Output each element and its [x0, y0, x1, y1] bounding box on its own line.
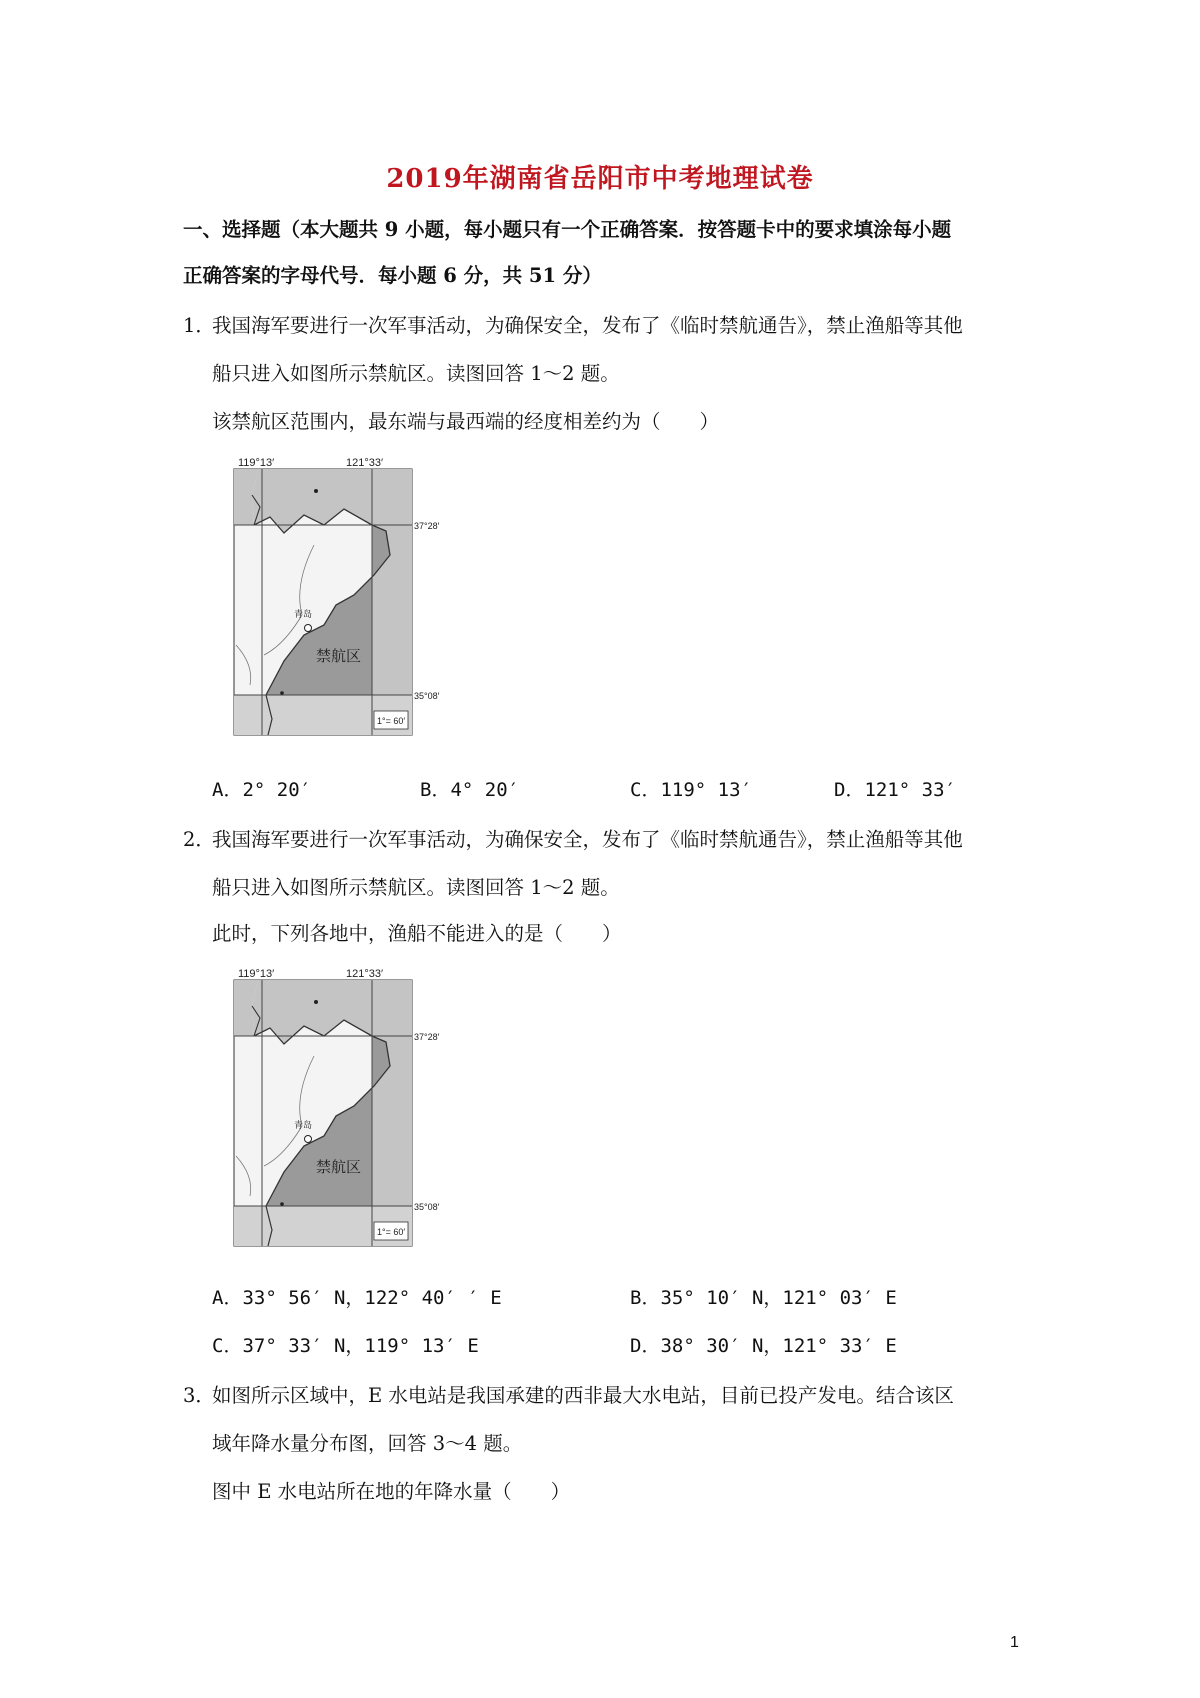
question-3-number: 3． [183, 1384, 215, 1407]
map2-scale-label: 1°= 60′ [377, 1227, 406, 1237]
question-3-text-line1: 如图所示区域中，E 水电站是我国承建的西非最大水电站，目前已投产发电。结合该区 [212, 1384, 954, 1407]
map2-lon-west-label: 119°13′ [238, 968, 275, 980]
question-2-option-d: D．38° 30′ N，121° 33′ E [630, 1335, 897, 1357]
page-number: 1 [1010, 1634, 1019, 1651]
question-2-option-c: C．37° 33′ N，119° 13′ E [212, 1335, 479, 1357]
question-1-option-c: C．119° 13′ [630, 779, 752, 801]
page-title: 2019年湖南省岳阳市中考地理试卷 [386, 164, 814, 194]
question-1-number: 1． [183, 314, 215, 337]
question-1-option-d: D．121° 33′ [834, 779, 956, 801]
question-2-text-line1: 我国海军要进行一次军事活动，为确保安全，发布了《临时禁航通告》，禁止渔船等其他 [212, 828, 963, 851]
question-2-stem: 此时，下列各地中，渔船不能进入的是（ ） [212, 922, 622, 945]
map2-zone-label: 禁航区 [316, 1158, 362, 1176]
map2-lat-north-label: 37°28′ [414, 1032, 440, 1042]
map1-lat-south-label: 35°08′ [414, 691, 440, 701]
section-heading-line2: 正确答案的字母代号．每小题 6 分，共 51 分） [183, 264, 602, 287]
question-1-text-line1: 我国海军要进行一次军事活动，为确保安全，发布了《临时禁航通告》，禁止渔船等其他 [212, 314, 963, 337]
question-1-option-b: B．4° 20′ [420, 779, 520, 801]
map2-lon-east-label: 121°33′ [346, 968, 384, 980]
question-2-text-line2: 船只进入如图所示禁航区。读图回答 1～2 题。 [212, 876, 620, 899]
map1-city-label: 青岛 [294, 609, 313, 619]
question-2-option-b: B．35° 10′ N，121° 03′ E [630, 1287, 897, 1309]
question-1-text-line2: 船只进入如图所示禁航区。读图回答 1～2 题。 [212, 362, 620, 385]
question-2-number: 2． [183, 828, 215, 851]
question-1-option-a: A．2° 20′ [212, 779, 312, 801]
question-2-option-a: A．33° 56′ N，122° 40′ ′ E [212, 1287, 502, 1309]
question-3-text-line2: 域年降水量分布图，回答 3～4 题。 [212, 1432, 523, 1455]
map1-scale-label: 1°= 60′ [377, 716, 406, 726]
map1-lon-west-label: 119°13′ [238, 457, 275, 469]
question-1-stem: 该禁航区范围内，最东端与最西端的经度相差约为（ ） [212, 410, 720, 433]
map2-lat-south-label: 35°08′ [414, 1202, 440, 1212]
question-3-stem: 图中 E 水电站所在地的年降水量（ ） [212, 1480, 571, 1503]
section-heading-line1: 一、选择题（本大题共 9 小题，每小题只有一个正确答案．按答题卡中的要求填涂每小题 [183, 218, 952, 241]
question-1-map [224, 455, 440, 750]
map2-city-label: 青岛 [294, 1120, 313, 1130]
map1-zone-label: 禁航区 [316, 647, 362, 665]
map1-lon-east-label: 121°33′ [346, 457, 384, 469]
question-2-map [224, 966, 440, 1261]
map1-lat-north-label: 37°28′ [414, 521, 440, 531]
